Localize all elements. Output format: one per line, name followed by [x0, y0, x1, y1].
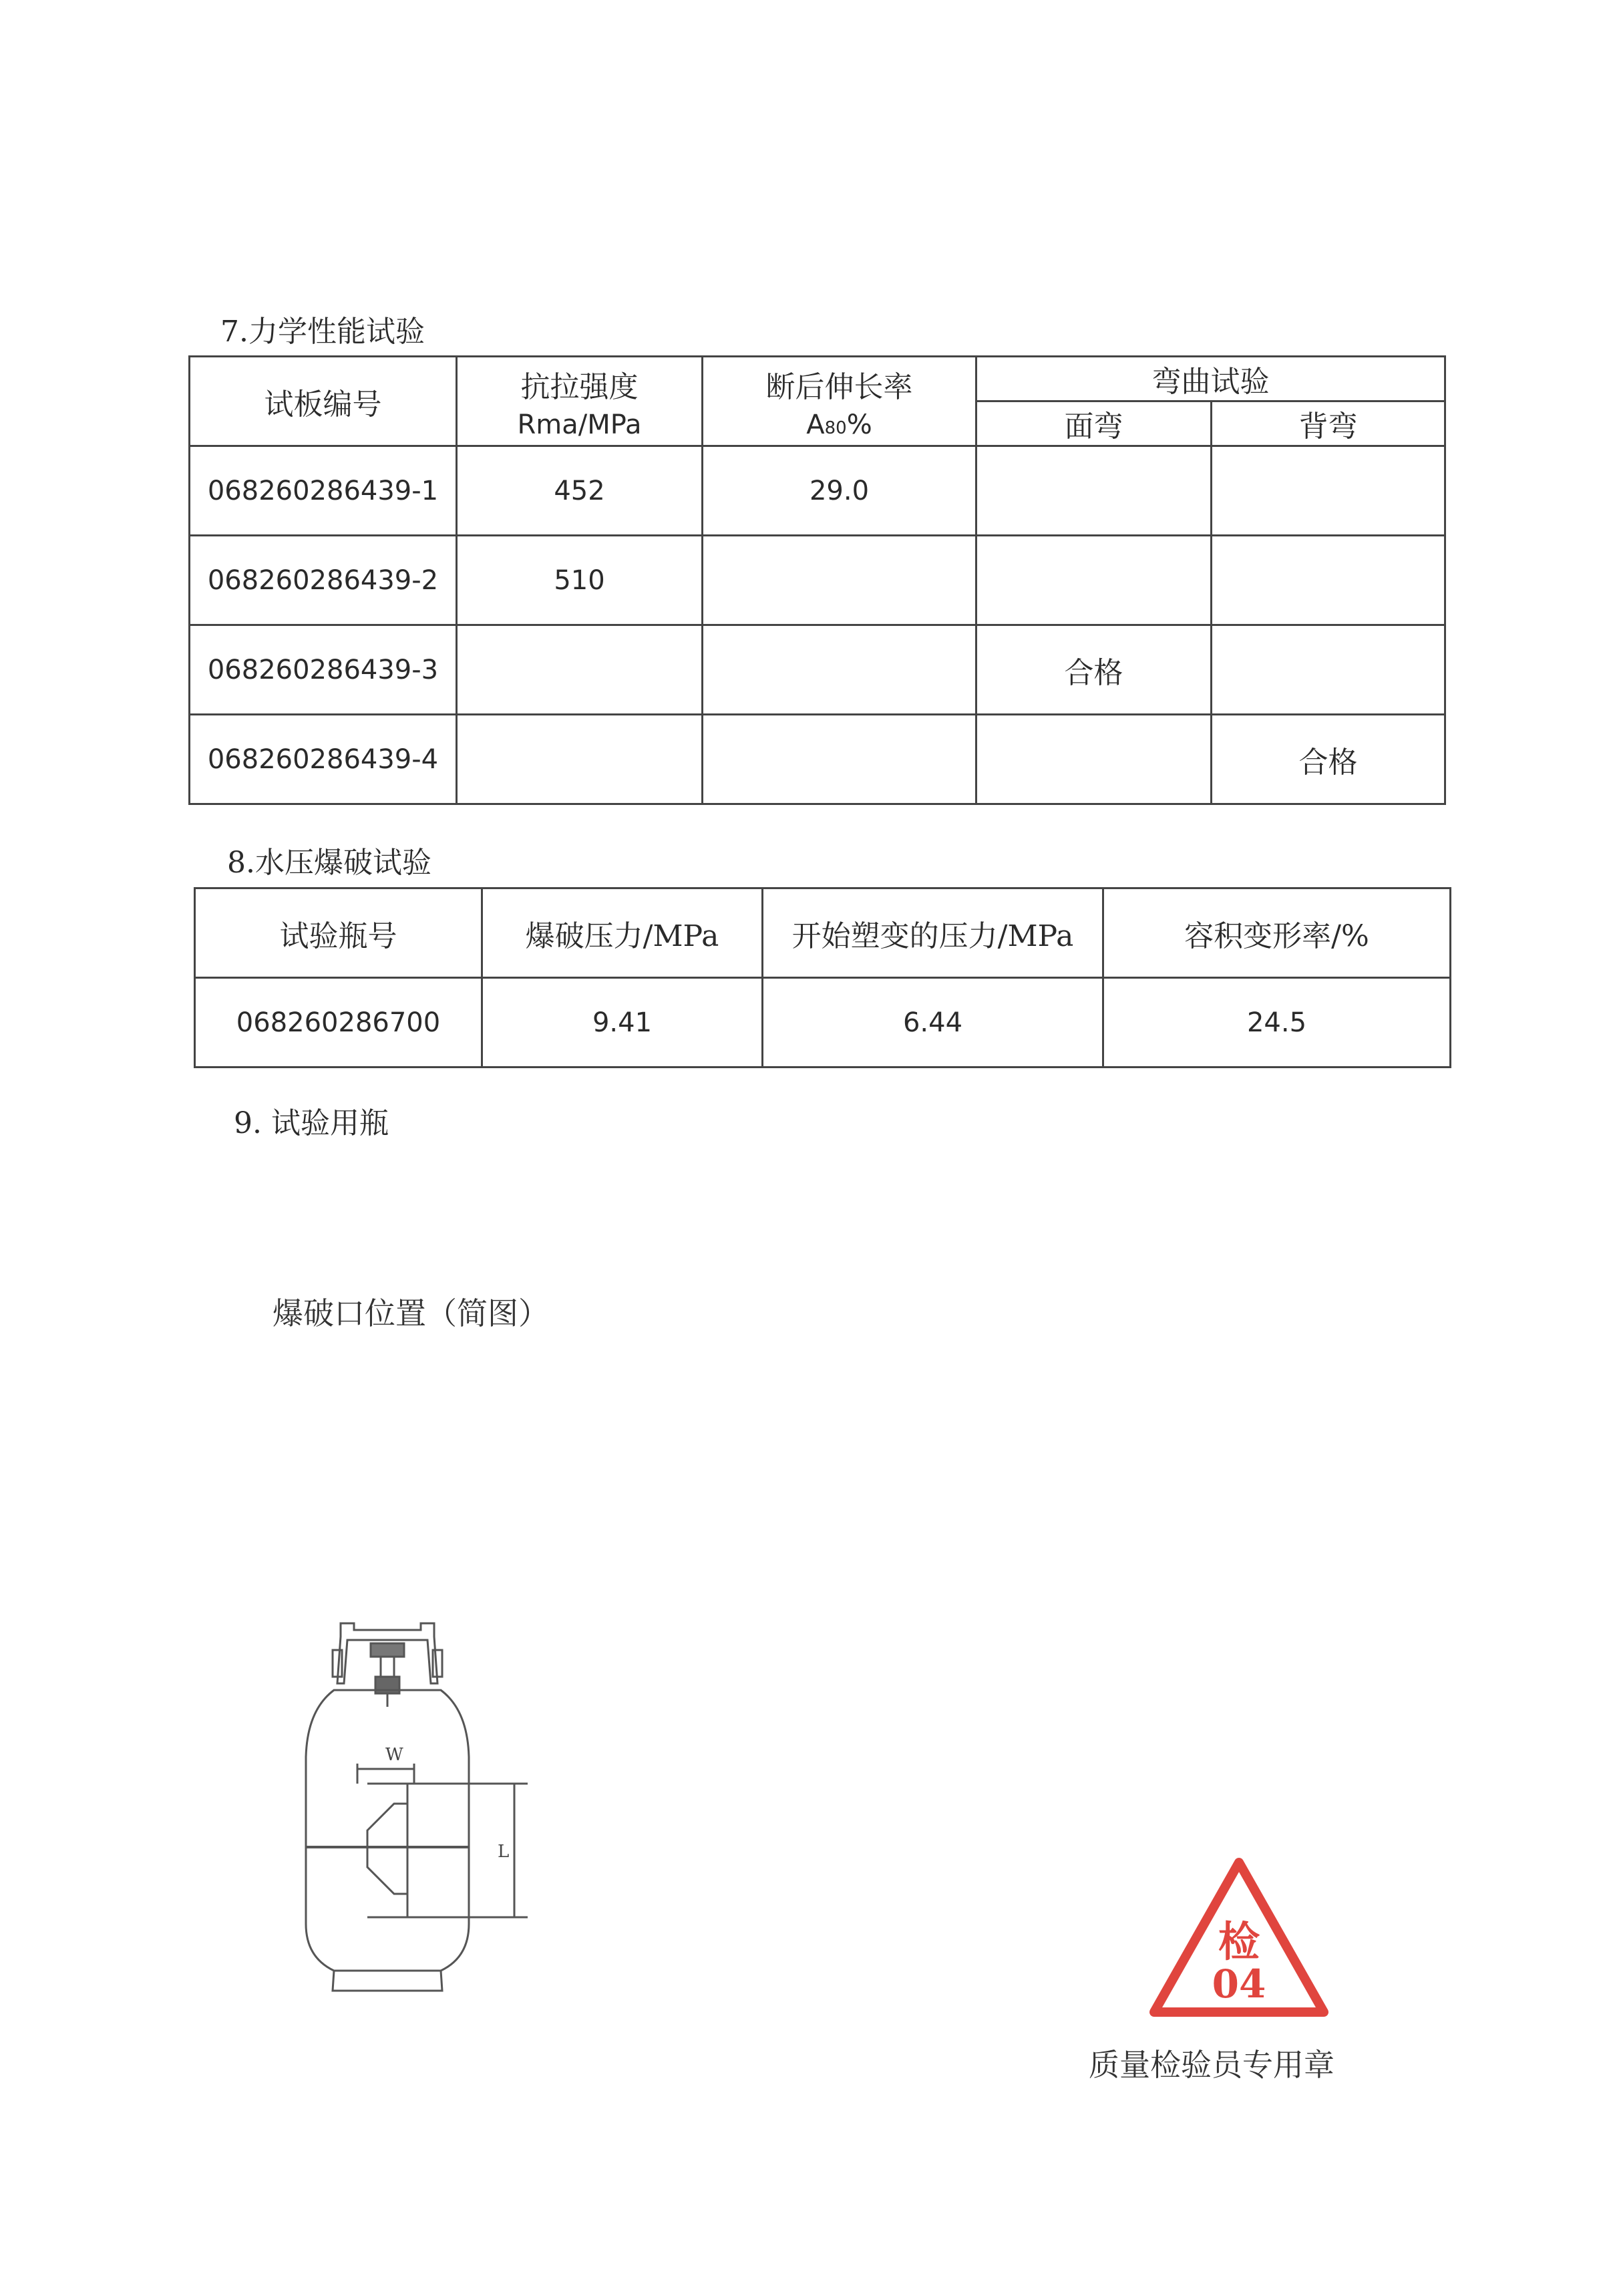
- table-row: [190, 536, 1445, 625]
- header-burst-pressure: 爆破压力/MPa: [482, 888, 763, 978]
- header-bottle-no: 试验瓶号: [195, 888, 482, 978]
- cell-back-bend: [1212, 536, 1445, 625]
- cell-sample: 068260286439-2: [190, 536, 457, 625]
- cell-face-bend: [976, 715, 1212, 804]
- header-tensile-unit: Rma/MPa: [517, 409, 642, 440]
- table-row: [190, 625, 1445, 715]
- length-label: L: [498, 1842, 510, 1862]
- gas-cylinder-sketch: [294, 1610, 561, 2011]
- width-label: W: [385, 1745, 403, 1765]
- cell-bottle: 068260286700: [195, 978, 482, 1068]
- cell-elongation: [703, 536, 976, 625]
- burst-test-table: [194, 887, 1451, 1068]
- cell-volume: 24.5: [1103, 978, 1451, 1068]
- cell-back-bend: 合格: [1212, 715, 1445, 804]
- header-elongation-label: 断后伸长率: [765, 369, 913, 404]
- cell-face-bend: 合格: [976, 625, 1212, 715]
- section8-title: 8.水压爆破试验: [227, 846, 431, 880]
- cell-sample: 068260286439-4: [190, 715, 457, 804]
- header-tensile-label: 抗拉强度: [520, 369, 639, 404]
- cell-tensile: [457, 625, 703, 715]
- section9-title: 9. 试验用瓶: [234, 1106, 389, 1140]
- cell-face-bend: [976, 446, 1212, 536]
- cell-sample: 068260286439-1: [190, 446, 457, 536]
- table-row: [190, 446, 1445, 536]
- cell-back-bend: [1212, 625, 1445, 715]
- header-elongation-unit: A80%: [806, 409, 872, 440]
- cell-back-bend: [1212, 446, 1445, 536]
- cell-burst: 9.41: [482, 978, 763, 1068]
- header-elongation: [703, 357, 976, 446]
- cell-tensile: 510: [457, 536, 703, 625]
- sketch-caption: 爆破口位置（简图）: [273, 1295, 549, 1331]
- cell-tensile: [457, 715, 703, 804]
- inspector-stamp: [1149, 1857, 1329, 2017]
- table-row: [195, 978, 1451, 1068]
- cell-yield: 6.44: [763, 978, 1103, 1068]
- header-yield-pressure: 开始塑变的压力/MPa: [763, 888, 1103, 978]
- header-sample-no: 试板编号: [190, 357, 457, 446]
- section7-title: 7.力学性能试验: [220, 315, 425, 349]
- cell-sample: 068260286439-3: [190, 625, 457, 715]
- stamp-text-top: 检: [1218, 1917, 1260, 1966]
- cell-tensile: 452: [457, 446, 703, 536]
- header-tensile: [457, 357, 703, 446]
- header-face-bend: 面弯: [976, 401, 1212, 446]
- header-bending: 弯曲试验: [976, 357, 1445, 401]
- header-back-bend: 背弯: [1212, 401, 1445, 446]
- cell-elongation: [703, 625, 976, 715]
- cell-elongation: [703, 715, 976, 804]
- header-volume-rate: 容积变形率/%: [1103, 888, 1451, 978]
- mechanical-test-table: [188, 355, 1446, 805]
- cell-face-bend: [976, 536, 1212, 625]
- cell-elongation: 29.0: [703, 446, 976, 536]
- table-row: [190, 715, 1445, 804]
- stamp-text-bottom: 04: [1212, 1961, 1266, 2007]
- stamp-caption: 质量检验员专用章: [1089, 2047, 1334, 2083]
